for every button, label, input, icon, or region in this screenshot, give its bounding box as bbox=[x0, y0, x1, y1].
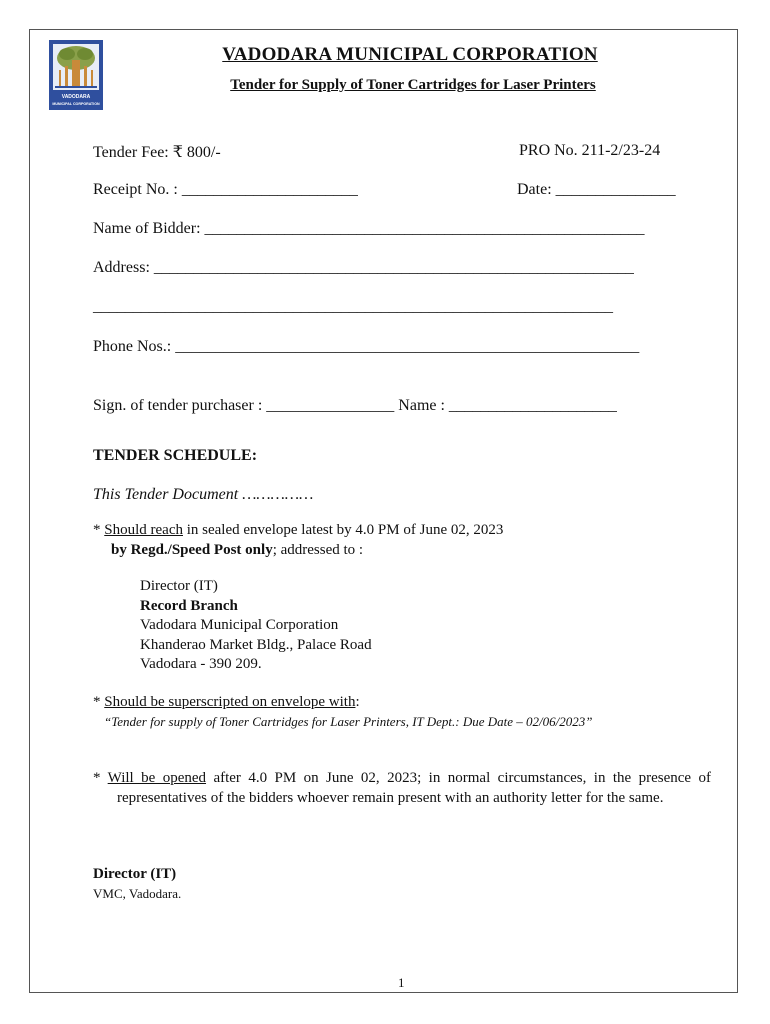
bullet: * bbox=[93, 694, 105, 710]
page-subtitle: Tender for Supply of Toner Cartridges for Laser Printers bbox=[230, 77, 596, 93]
page-number: 1 bbox=[398, 975, 405, 990]
bullet: * bbox=[93, 770, 108, 786]
superscript-line bbox=[93, 694, 360, 711]
opening-label: Will be opened bbox=[107, 770, 207, 786]
address-field: Address: ____________________________________________________________ bbox=[93, 259, 634, 276]
address-corporation: Vadodara Municipal Corporation bbox=[140, 617, 339, 633]
signatory-title: Director (IT) bbox=[93, 866, 177, 882]
tender-document-line: This Tender Document …………… bbox=[93, 486, 314, 503]
bidder-name-field: Name of Bidder: _______________________________________________________ bbox=[93, 220, 645, 237]
address-director: Director (IT) bbox=[140, 578, 218, 594]
tender-fee: Tender Fee: ₹ 800/- bbox=[93, 144, 221, 161]
post-line bbox=[111, 542, 363, 559]
logo-caption-2: MUNICIPAL CORPORATION bbox=[52, 102, 100, 106]
post-text: ; addressed to : bbox=[272, 542, 364, 558]
date-field: Date: _______________ bbox=[517, 181, 676, 198]
signature-field: Sign. of tender purchaser : ________________ Name : _____________________ bbox=[93, 397, 617, 414]
superscript-label: Should be superscripted on envelope with bbox=[104, 694, 356, 710]
phone-field: Phone Nos.: __________________________________________________________ bbox=[93, 338, 640, 355]
should-reach-label: Should reach bbox=[104, 522, 183, 538]
signatory-office: VMC, Vadodara. bbox=[93, 886, 182, 901]
opening-paragraph bbox=[93, 768, 711, 808]
address-city: Vadodara - 390 209. bbox=[140, 656, 262, 672]
logo-caption-1: VADODARA bbox=[61, 94, 91, 100]
superscript-colon: : bbox=[355, 694, 360, 710]
should-reach-text: in sealed envelope latest by 4.0 PM of June 02, 2023 bbox=[182, 522, 504, 538]
address-line-2: _________________________________________________________________ bbox=[93, 298, 613, 315]
superscript-quote: “Tender for supply of Toner Cartridges for Laser Printers, IT Dept.: Due Date – 02/06/2023” bbox=[104, 714, 593, 729]
should-reach-line bbox=[93, 522, 503, 539]
address-branch: Record Branch bbox=[140, 598, 238, 614]
address-building: Khanderao Market Bldg., Palace Road bbox=[140, 637, 372, 653]
post-method: by Regd./Speed Post only bbox=[111, 542, 273, 558]
page-title: VADODARA MUNICIPAL CORPORATION bbox=[222, 44, 598, 65]
receipt-number-field: Receipt No. : ______________________ bbox=[93, 181, 358, 198]
pro-number: PRO No. 211-2/23-24 bbox=[519, 142, 661, 159]
page-border bbox=[29, 29, 738, 993]
opening-text: after 4.0 PM on June 02, 2023; in normal circumstances, in the presence of representatives of the bidders whoever remain present with an authority letter for the same. bbox=[117, 770, 711, 806]
bullet: * bbox=[93, 522, 105, 538]
schedule-heading: TENDER SCHEDULE: bbox=[93, 447, 258, 464]
